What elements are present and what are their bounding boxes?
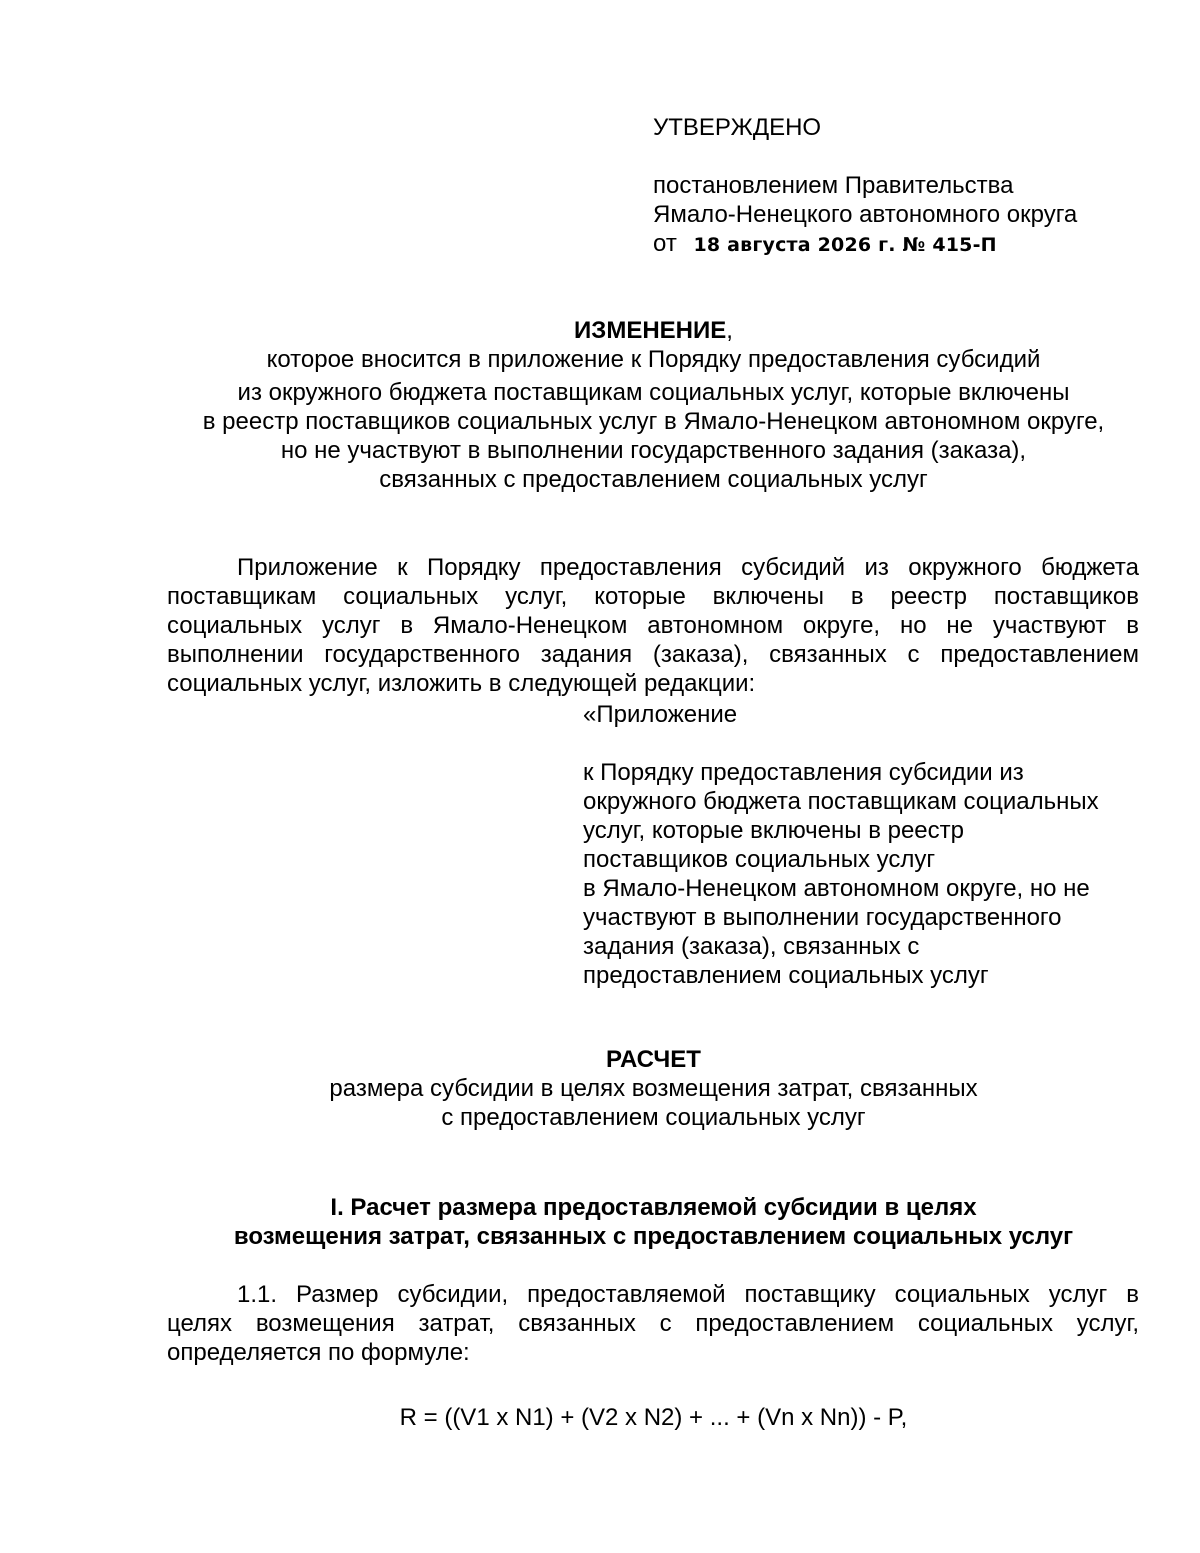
appendix-line: предоставлением социальных услуг bbox=[583, 962, 989, 989]
approval-date-number: 18 августа 2026 г. № 415-П bbox=[693, 234, 997, 256]
change-header-line: но не участвуют в выполнении государственного задания (заказа), bbox=[280, 437, 1027, 464]
change-header-line: которое вносится в приложение к Порядку предоставления субсидий bbox=[266, 346, 1041, 373]
paragraph-1-1 bbox=[167, 1280, 1139, 1367]
change-title-suffix: , bbox=[726, 317, 733, 344]
paragraph-line: целях возмещения затрат, связанных с предоставлением социальных услуг, bbox=[167, 1310, 1139, 1337]
appendix-line: услуг, которые включены в реестр bbox=[583, 817, 964, 844]
intro-paragraph bbox=[167, 553, 1139, 698]
change-header-line: связанных с предоставлением социальных услуг bbox=[379, 466, 928, 493]
appendix-line: участвуют в выполнении государственного bbox=[583, 904, 1062, 931]
approval-line-1: постановлением Правительства bbox=[653, 172, 1014, 199]
approval-from: от bbox=[653, 230, 677, 257]
section-heading: возмещения затрат, связанных с предоставлением социальных услуг bbox=[233, 1223, 1074, 1250]
paragraph-line: 1.1. Размер субсидии, предоставляемой поставщику социальных услуг в bbox=[237, 1281, 1139, 1308]
change-header-line: в реестр поставщиков социальных услуг в Ямало-Ненецком автономном округе, bbox=[202, 408, 1105, 435]
approval-date-line bbox=[653, 229, 997, 260]
appendix-line: задания (заказа), связанных с bbox=[583, 933, 920, 960]
appendix-line: поставщиков социальных услуг bbox=[583, 846, 936, 873]
intro-line: выполнении государственного задания (заказа), связанных с предоставлением bbox=[167, 641, 1139, 668]
appendix-line: к Порядку предоставления субсидии из bbox=[583, 759, 1024, 786]
change-title-text: ИЗМЕНЕНИЕ bbox=[574, 317, 727, 344]
change-title bbox=[0, 316, 1200, 345]
paragraph-line: определяется по формуле: bbox=[167, 1339, 470, 1366]
calc-title: РАСЧЕТ bbox=[606, 1046, 701, 1073]
change-header-line: из окружного бюджета поставщикам социальных услуг, которые включены bbox=[237, 379, 1070, 406]
calc-header-line: размера субсидии в целях возмещения затрат, связанных bbox=[329, 1075, 978, 1102]
appendix-title: «Приложение bbox=[583, 701, 738, 728]
section-heading: I. Расчет размера предоставляемой субсидии в целях bbox=[330, 1194, 977, 1221]
appendix-line: в Ямало-Ненецком автономном округе, но не bbox=[583, 875, 1090, 902]
intro-line: социальных услуг в Ямало-Ненецком автономном округе, но не участвуют в bbox=[167, 612, 1139, 639]
approved-label: УТВЕРЖДЕНО bbox=[653, 114, 822, 141]
formula: R = ((V1 x N1) + (V2 x N2) + ... + (Vn x Nn)) - P, bbox=[399, 1404, 908, 1431]
intro-line: Приложение к Порядку предоставления субсидий из окружного бюджета bbox=[237, 554, 1139, 581]
approval-line-2: Ямало-Ненецкого автономного округа bbox=[653, 201, 1078, 228]
calc-header-line: с предоставлением социальных услуг bbox=[441, 1104, 866, 1131]
intro-line: социальных услуг, изложить в следующей редакции: bbox=[167, 670, 756, 697]
intro-line: поставщикам социальных услуг, которые включены в реестр поставщиков bbox=[167, 583, 1139, 610]
appendix-line: окружного бюджета поставщикам социальных bbox=[583, 788, 1099, 815]
